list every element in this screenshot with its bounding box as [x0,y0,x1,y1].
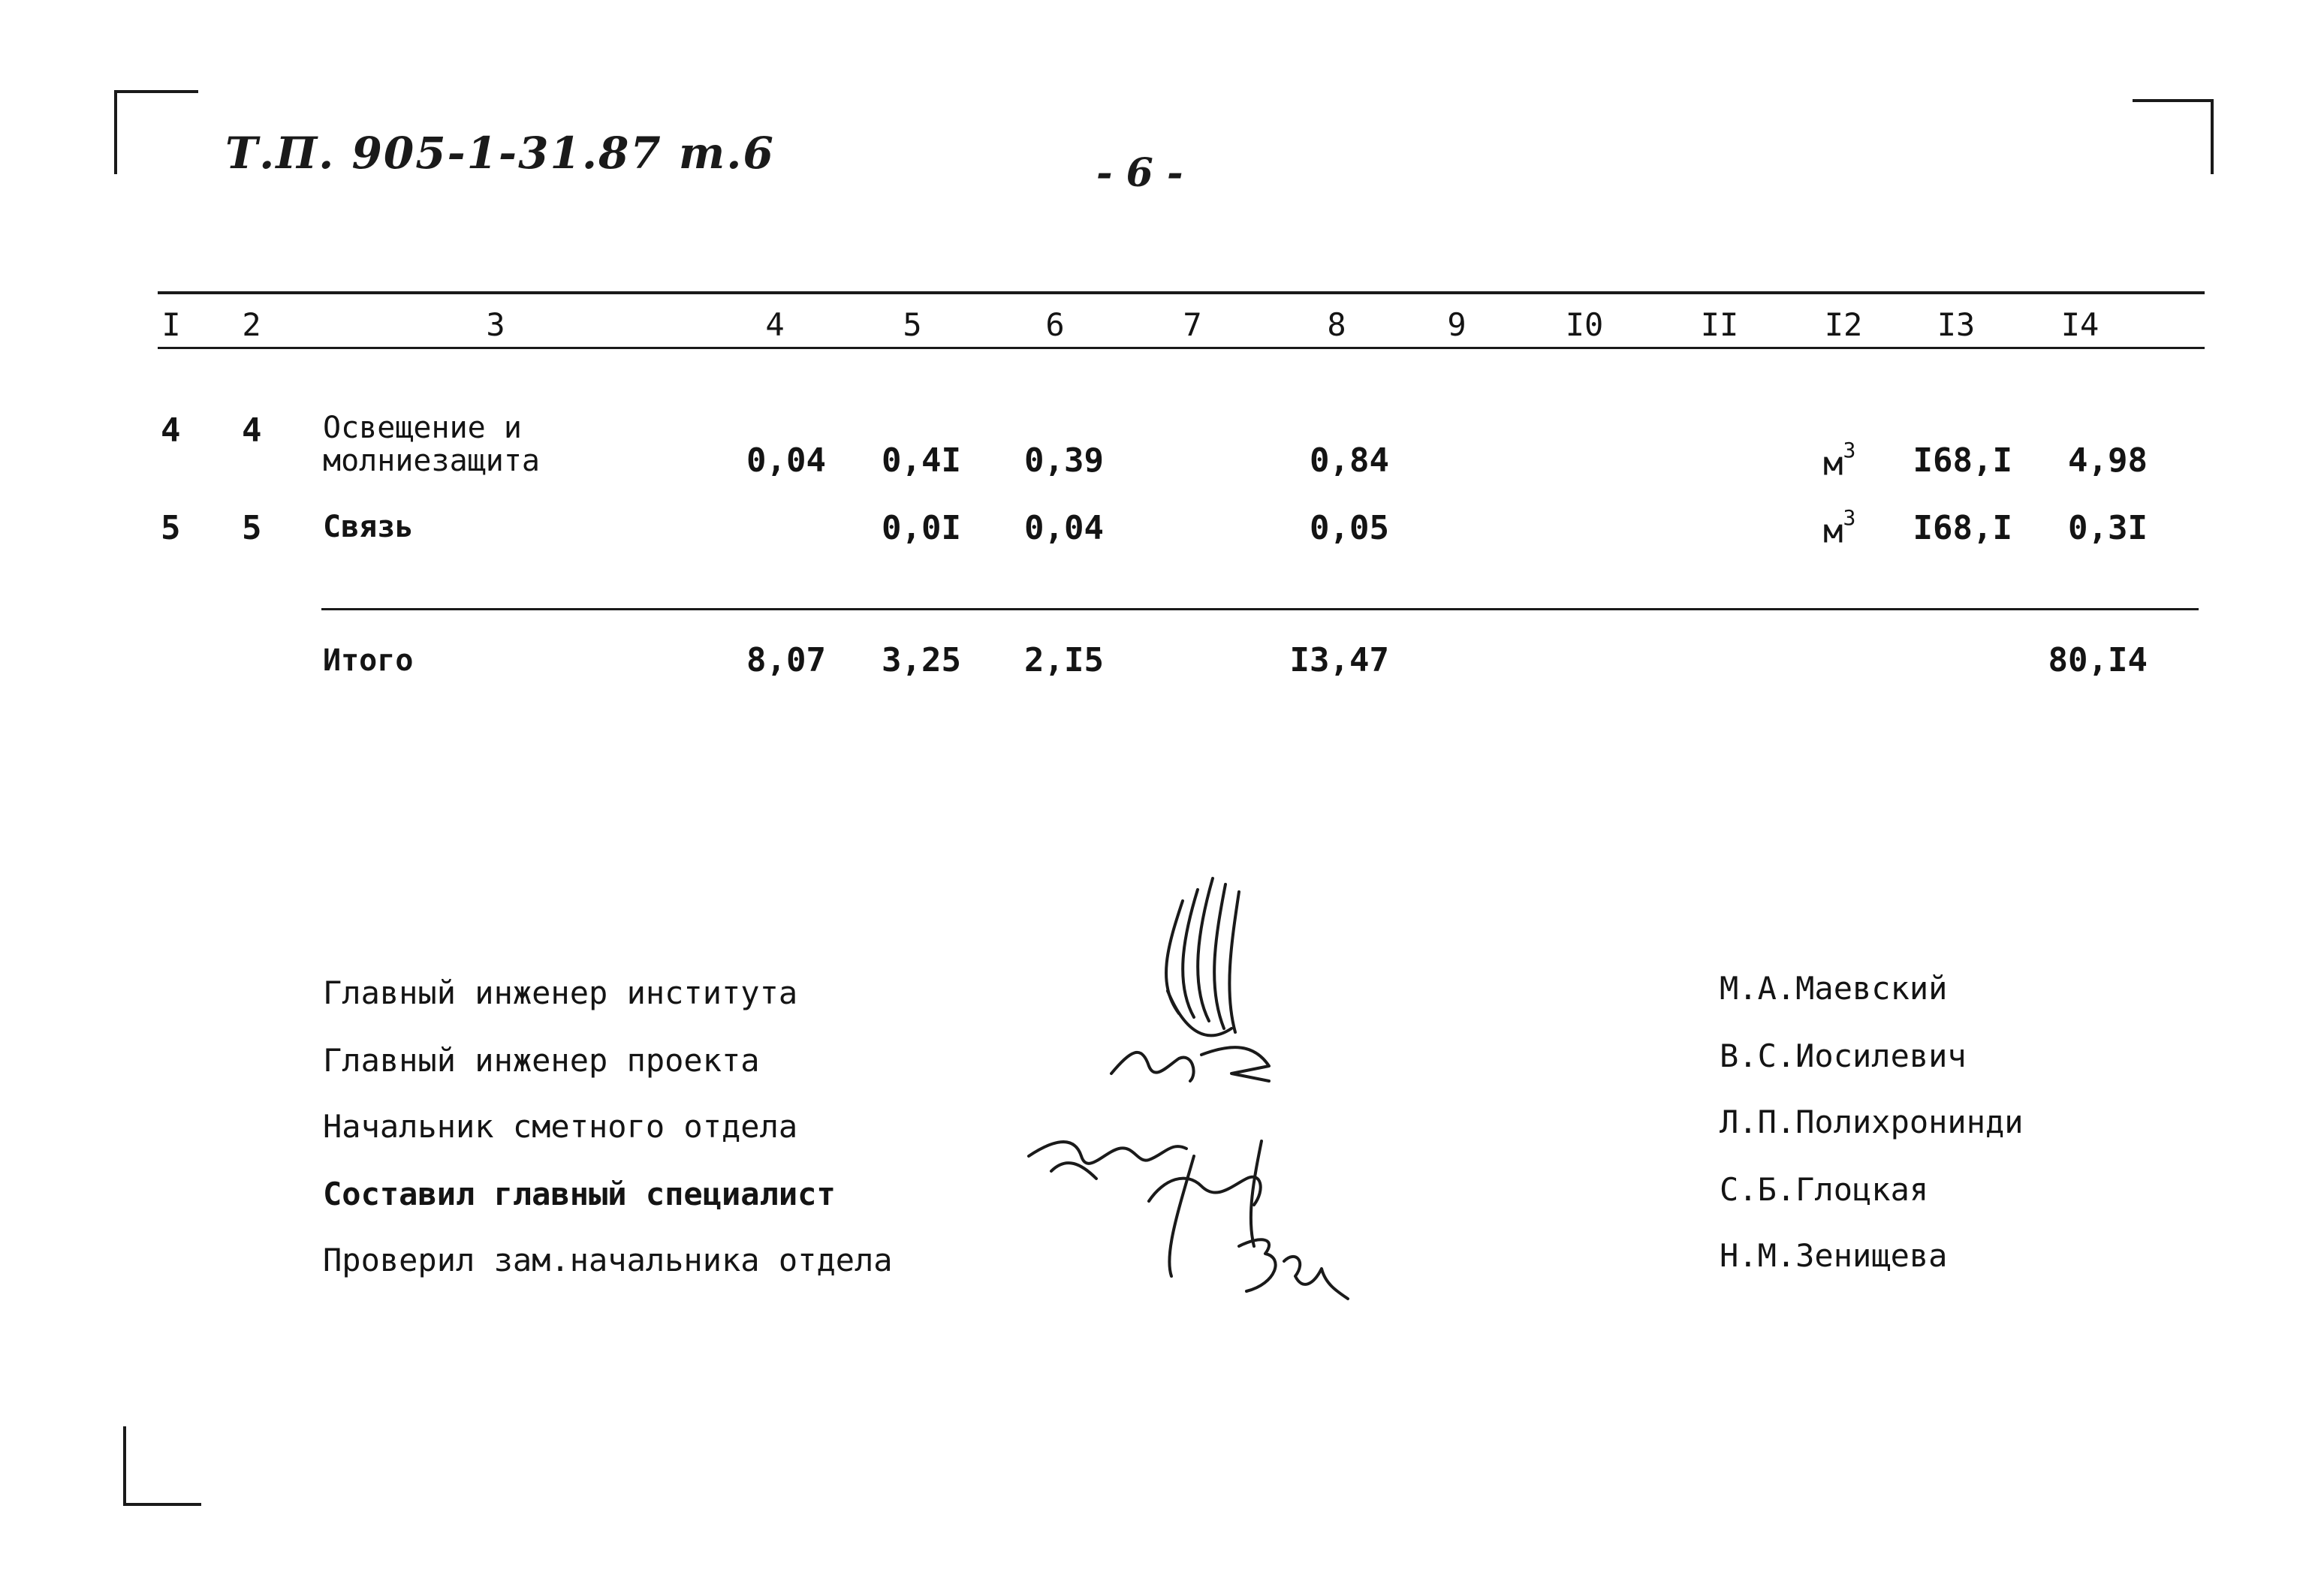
signature-role: Составил главный специалист [323,1176,836,1212]
column-header-2: 2 [242,306,261,343]
row-name-line2: молниезащита [323,444,540,478]
total-rule [321,608,2199,610]
page-number: - 6 - [1096,150,1183,196]
row-unit [1823,438,1856,483]
signature-role: Главный инженер проекта [323,1042,760,1079]
column-header-5: 5 [903,306,922,343]
corner-bracket-top-left-h [114,90,198,93]
row-col5-value: 0,4I [882,441,961,480]
row-number: 4 [161,411,181,450]
row-unit-exponent: 3 [1843,438,1856,462]
row-col13-value: I68,I [1913,441,2012,480]
column-header-6: 6 [1045,306,1065,343]
table-top-rule [158,291,2205,294]
column-header-7: 7 [1183,306,1202,343]
row-name-line1: Освещение и [323,411,522,445]
total-col5-value: 3,25 [882,641,961,679]
row-col4-value: 0,04 [746,441,826,480]
total-col6-value: 2,I5 [1024,641,1104,679]
row-col5-value: 0,0I [882,509,961,547]
column-header-12: I2 [1824,306,1863,343]
corner-bracket-bottom-left-h [123,1503,201,1506]
row-name-line1: Связь [323,510,414,544]
corner-bracket-top-right-v [2211,99,2214,174]
corner-bracket-bottom-left-v [123,1426,126,1506]
handwritten-signatures [1006,856,1397,1321]
row-position: 4 [242,411,262,450]
row-number: 5 [161,509,181,547]
column-header-8: 8 [1327,306,1346,343]
signatory-name: С.Б.Глоцкая [1720,1171,1929,1208]
total-col14-value: 80,I4 [2048,641,2148,679]
column-header-10: I0 [1565,306,1604,343]
row-col8-value: 0,84 [1310,441,1389,480]
row-col14-value: 4,98 [2068,441,2148,480]
signature-role: Проверил зам.начальника отдела [323,1242,893,1278]
row-col8-value: 0,05 [1310,509,1389,547]
column-header-14: I4 [2060,306,2100,343]
column-header-13: I3 [1937,306,1976,343]
total-col4-value: 8,07 [746,641,826,679]
signature-role: Начальник сметного отдела [323,1108,798,1145]
row-unit-text: м [1823,444,1843,483]
signature-role: Главный инженер института [323,974,798,1011]
row-col13-value: I68,I [1913,509,2012,547]
column-header-4: 4 [765,306,785,343]
corner-bracket-top-right-h [2133,99,2214,102]
corner-bracket-top-left-v [114,90,117,174]
column-header-9: 9 [1447,306,1466,343]
total-col8-value: I3,47 [1289,641,1389,679]
total-label: Итого [323,643,414,678]
document-designation: Т.П. 905-1-31.87 т.6 [225,128,775,179]
header-bottom-rule [158,347,2205,349]
row-position: 5 [242,509,262,547]
row-col14-value: 0,3I [2068,509,2148,547]
signatory-name: М.А.Маевский [1720,970,1948,1007]
row-unit-exponent: 3 [1843,505,1856,530]
signatory-name: Л.П.Полихронинди [1720,1104,2024,1140]
row-col6-value: 0,04 [1024,509,1104,547]
signatory-name: Н.М.Зенищева [1720,1237,1948,1274]
column-header-1: I [161,306,181,343]
column-header-3: 3 [486,306,505,343]
row-col6-value: 0,39 [1024,441,1104,480]
row-unit [1823,505,1856,551]
row-unit-text: м [1823,512,1843,551]
signatory-name: В.С.Иосилевич [1720,1037,1967,1074]
column-header-11: II [1700,306,1739,343]
